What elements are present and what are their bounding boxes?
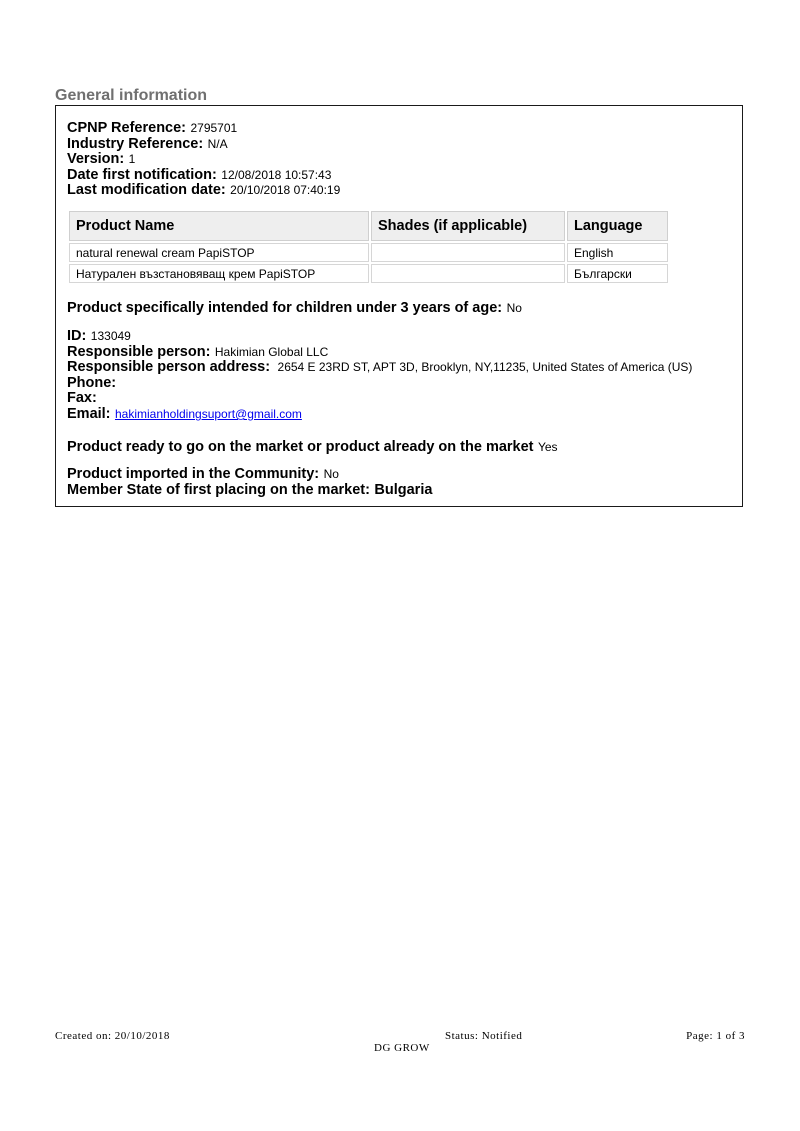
date-first-notification-label: Date first notification: <box>67 167 217 183</box>
language-cell: English <box>567 243 668 262</box>
imported-in-community-value: No <box>323 467 339 481</box>
industry-reference <box>67 136 228 152</box>
table-row <box>69 243 668 262</box>
person-id-value: 133049 <box>90 329 131 343</box>
person-id <box>67 328 131 344</box>
footer-dept: DG GROW <box>374 1042 430 1054</box>
date-first-notification-value: 12/08/2018 10:57:43 <box>221 168 332 182</box>
responsible-person-value: Hakimian Global LLC <box>214 345 329 359</box>
children-under-3 <box>67 300 522 316</box>
imported-in-community <box>67 466 339 482</box>
cpnp-reference-value: 2795701 <box>190 121 238 135</box>
member-state <box>67 482 432 498</box>
table-header-row <box>69 211 668 241</box>
version-value: 1 <box>128 152 136 166</box>
member-state-value: Bulgaria <box>374 482 433 498</box>
last-modification-date-label: Last modification date: <box>67 182 226 198</box>
last-modification-date <box>67 182 340 198</box>
language-cell: Български <box>567 264 668 283</box>
header-language: Language <box>567 211 668 241</box>
children-under-3-label: Product specifically intended for children under 3 years of age: <box>67 300 503 316</box>
member-state-label: Member State of first placing on the market: <box>67 482 370 498</box>
responsible-person-label: Responsible person: <box>67 344 211 360</box>
cpnp-reference <box>67 120 237 136</box>
last-modification-date-value: 20/10/2018 07:40:19 <box>230 183 341 197</box>
product-name-cell: Натурален възстановяващ крем PapiSTOP <box>69 264 369 283</box>
market-status-value: Yes <box>537 440 558 454</box>
industry-reference-label: Industry Reference: <box>67 136 204 152</box>
shades-cell <box>371 264 565 283</box>
phone-label: Phone: <box>67 375 117 391</box>
version <box>67 151 135 167</box>
shades-cell <box>371 243 565 262</box>
email-link[interactable]: hakimianholdingsuport@gmail.com <box>114 407 302 421</box>
email-label: Email: <box>67 406 111 422</box>
children-under-3-value: No <box>506 301 522 315</box>
industry-reference-value: N/A <box>207 137 228 151</box>
phone <box>67 375 116 391</box>
header-product-name: Product Name <box>69 211 369 241</box>
date-first-notification <box>67 167 331 183</box>
footer-status: Status: Notified <box>445 1030 523 1042</box>
general-information-box <box>55 105 743 507</box>
cpnp-reference-label: CPNP Reference: <box>67 120 187 136</box>
market-status <box>67 439 558 455</box>
table-row <box>69 264 668 283</box>
version-label: Version: <box>67 151 125 167</box>
footer-page-number: Page: 1 of 3 <box>686 1030 745 1042</box>
market-status-label: Product ready to go on the market or product already on the market <box>67 439 534 455</box>
responsible-person-address-label: Responsible person address: <box>67 359 271 375</box>
products-table <box>67 209 670 285</box>
footer-created-on: Created on: 20/10/2018 <box>55 1030 170 1042</box>
imported-in-community-label: Product imported in the Community: <box>67 466 320 482</box>
responsible-person-address <box>67 359 692 375</box>
responsible-person-address-value: 2654 E 23RD ST, APT 3D, Brooklyn, NY,11235, United States of America (US) <box>277 360 693 374</box>
section-title: General information <box>55 87 208 104</box>
responsible-person <box>67 344 328 360</box>
header-shades: Shades (if applicable) <box>371 211 565 241</box>
fax <box>67 390 97 406</box>
product-name-cell: natural renewal cream PapiSTOP <box>69 243 369 262</box>
email <box>67 406 302 422</box>
fax-label: Fax: <box>67 390 97 406</box>
person-id-label: ID: <box>67 328 87 344</box>
